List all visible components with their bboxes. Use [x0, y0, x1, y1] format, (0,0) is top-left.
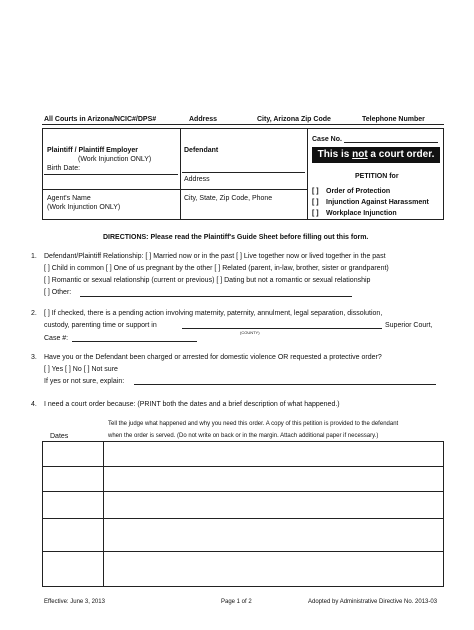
events-row-3-divider: [42, 518, 444, 519]
agent-name-label: Agent's Name: [47, 195, 91, 202]
header-underline: [42, 124, 444, 125]
q4-instruction-1: Tell the judge what happened and why you need this order. A copy of this petition is provided to the defendant: [108, 421, 399, 427]
q2-line1: [ ] If checked, there is a pending action involving maternity, paternity, annulment, legal separation, dissolution,: [44, 310, 383, 317]
q4-dates-label: Dates: [50, 433, 69, 440]
q3-explain-label: If yes or not sure, explain:: [44, 378, 125, 385]
footer-page: Page 1 of 2: [221, 599, 252, 605]
checkbox-order-of-protection[interactable]: [ ]: [312, 188, 319, 195]
q3-explain-line[interactable]: [134, 384, 436, 385]
plaintiff-subtitle: (Work Injunction ONLY): [78, 156, 152, 163]
q1-line1: Defendant/Plaintiff Relationship: [ ] Married now or in the past [ ] Live together now or lived together in the past: [44, 253, 386, 260]
q2-superior-court: Superior Court,: [385, 322, 433, 329]
events-row-4-divider: [42, 551, 444, 552]
option-injunction-harassment: Injunction Against Harassment: [326, 199, 429, 206]
not-court-order-banner: [312, 147, 440, 163]
events-row-1-divider: [42, 466, 444, 467]
q1-number: 1.: [31, 253, 37, 260]
defendant-address-label: Address: [184, 176, 210, 183]
directions-text: DIRECTIONS: Please read the Plaintiff's Guide Sheet before filling out this form.: [103, 234, 369, 241]
birth-date-label: Birth Date:: [47, 165, 81, 172]
checkbox-injunction-harassment[interactable]: [ ]: [312, 199, 319, 206]
q2-number: 2.: [31, 310, 37, 317]
q2-case-line[interactable]: [72, 341, 197, 342]
caption-divider-2: [307, 128, 308, 220]
option-order-of-protection: Order of Protection: [326, 188, 391, 195]
q1-line2: [ ] Child in common [ ] One of us pregnant by the other [ ] Related (parent, in-law, brother, sister or grandparent): [44, 265, 389, 272]
q4-line1: I need a court order because: (PRINT both the dates and a brief description of what happened.): [44, 401, 340, 408]
agent-name-subtitle: (Work Injunction ONLY): [47, 204, 121, 211]
banner-not: not: [352, 149, 368, 160]
banner-post: a court order.: [367, 149, 435, 160]
telephone-header: Telephone Number: [362, 116, 425, 123]
q2-county-caption: (COUNTY): [240, 330, 260, 335]
defendant-line[interactable]: [182, 172, 305, 173]
plaintiff-title: Plaintiff / Plaintiff Employer: [47, 147, 139, 154]
option-workplace-injunction: Workplace Injunction: [326, 210, 397, 217]
courts-header: All Courts in Arizona/NCIC#/DPS#: [44, 116, 157, 123]
q2-county-line[interactable]: [182, 328, 382, 329]
q1-other-label: [ ] Other:: [44, 289, 72, 296]
city-header: City, Arizona Zip Code: [257, 116, 331, 123]
q1-other-line[interactable]: [80, 296, 352, 297]
case-no-label: Case No.: [312, 136, 342, 143]
q3-line1: Have you or the Defendant been charged or arrested for domestic violence OR requested a protective order?: [44, 354, 382, 361]
q4-instruction-2: when the order is served. (Do not write on back or in the margin. Attach additional paper if necessary.): [108, 433, 379, 439]
banner-pre: This is: [317, 149, 353, 160]
birth-date-line[interactable]: [44, 174, 178, 175]
caption-row-divider: [42, 189, 307, 190]
defendant-city-label: City, State, Zip Code, Phone: [184, 195, 273, 202]
defendant-label: Defendant: [184, 147, 219, 154]
q3-number: 3.: [31, 354, 37, 361]
q2-case-label: Case #:: [44, 335, 69, 342]
events-row-2-divider: [42, 491, 444, 492]
petition-for-label: PETITION for: [355, 173, 399, 180]
footer-adopted: Adopted by Administrative Directive No. 2013-03: [308, 599, 438, 605]
events-table-divider: [103, 441, 104, 587]
q3-options[interactable]: [ ] Yes [ ] No [ ] Not sure: [44, 366, 118, 373]
address-header: Address: [189, 116, 218, 123]
q2-line2: custody, parenting time or support in: [44, 322, 157, 329]
case-no-line[interactable]: [344, 142, 438, 143]
q1-line3: [ ] Romantic or sexual relationship (current or previous) [ ] Dating but not a romantic or sexual relationship: [44, 277, 371, 284]
caption-divider-1: [180, 128, 181, 220]
checkbox-workplace-injunction[interactable]: [ ]: [312, 210, 319, 217]
q4-number: 4.: [31, 401, 37, 408]
footer-effective: Effective: June 3, 2013: [44, 599, 105, 605]
